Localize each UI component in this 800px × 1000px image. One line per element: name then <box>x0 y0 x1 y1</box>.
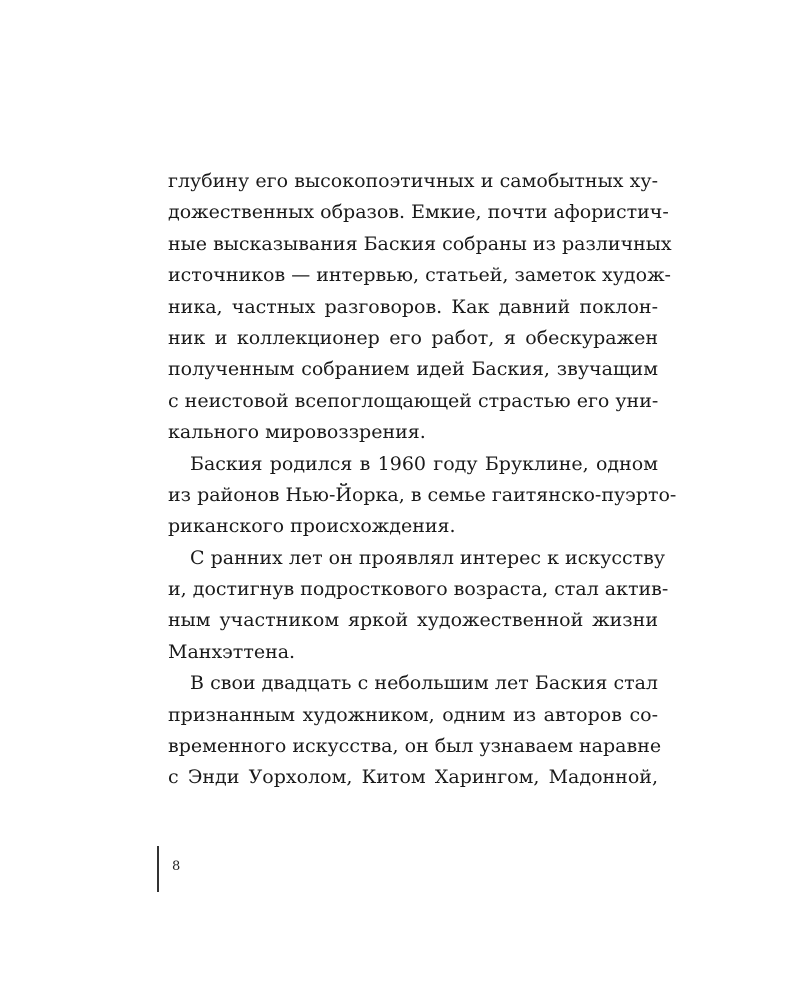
page-number: 8 <box>172 859 181 874</box>
text-line: ника, частных разговоров. Как давний поклон- <box>168 295 658 318</box>
text-line: риканского происхождения. <box>168 515 456 538</box>
text-line: С ранних лет он проявлял интерес к искусству <box>190 546 666 569</box>
text-line: источников — интервью, статьей, заметок худож- <box>168 264 671 287</box>
text-line: ные высказывания Баския собраны из различных <box>168 232 672 255</box>
text-line: временного искусства, он был узнаваем наравне <box>168 735 662 758</box>
text-line: ник и коллекционер его работ, я обескуражен <box>168 326 658 349</box>
text-line: полученным собранием идей Баския, звучащим <box>168 358 658 381</box>
folio-rule <box>157 846 159 892</box>
text-line: В свои двадцать с небольшим лет Баския стал <box>190 672 658 695</box>
text-line: признанным художником, одним из авторов со- <box>168 703 658 726</box>
text-line: из районов Нью-Йорка, в семье гаитянско-пуэрто- <box>168 483 677 506</box>
text-line: кального мировоззрения. <box>168 421 426 444</box>
text-line: с Энди Уорхолом, Китом Харингом, Мадонной, <box>168 766 658 789</box>
text-line: Манхэттена. <box>168 640 296 663</box>
text-line: с неистовой всепоглощающей страстью его уни- <box>168 389 659 412</box>
text-line: ным участником яркой художественной жизни <box>168 609 658 632</box>
text-line: и, достигнув подросткового возраста, стал актив- <box>168 578 669 601</box>
body-text <box>168 166 677 794</box>
text-line: глубину его высокопоэтичных и самобытных ху- <box>168 170 658 192</box>
text-line: Баския родился в 1960 году Бруклине, одном <box>190 452 658 475</box>
text-line: дожественных образов. Емкие, почти афористич- <box>168 201 669 224</box>
